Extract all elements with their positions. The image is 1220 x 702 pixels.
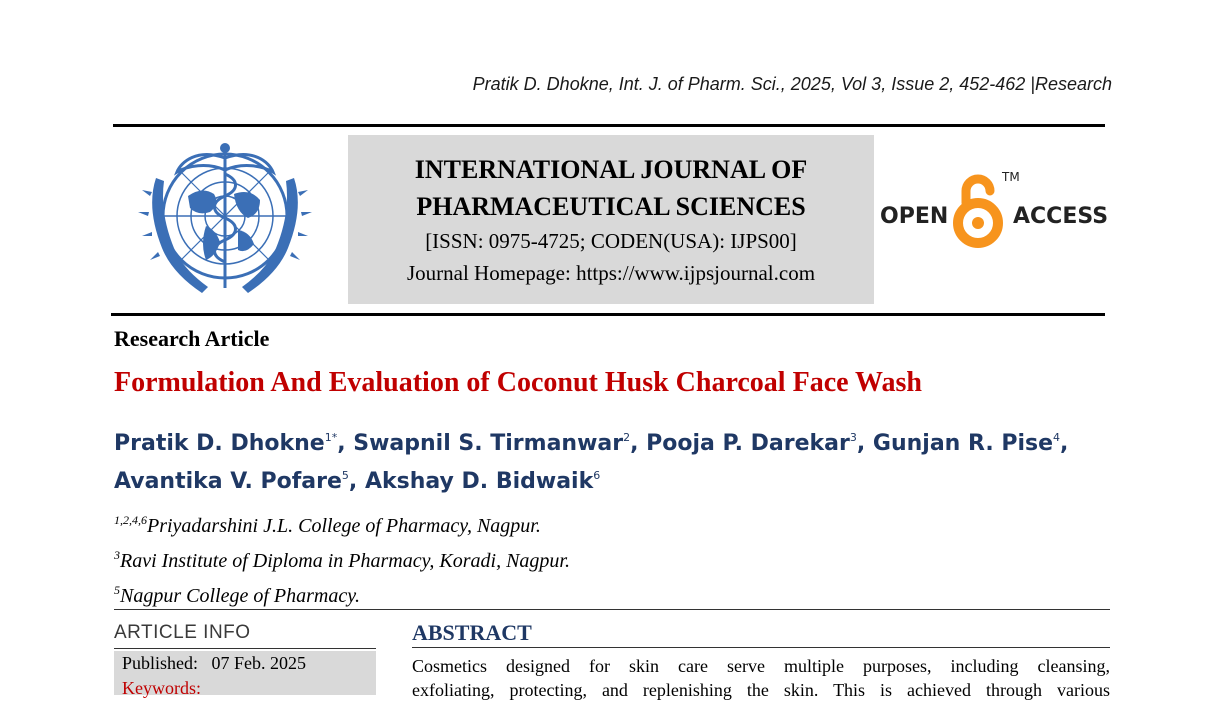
author-line-1: Pratik D. Dhokne$^{1*}$, Swapnil S. Tirmanwar$^2$, Pooja P. Darekar$^3$, Gunjan R. Pise$^4$, — [114, 431, 1069, 456]
journal-name-line1: INTERNATIONAL JOURNAL OF — [414, 155, 808, 184]
author-affiliation-mark: 5 — [341, 469, 349, 482]
masthead-bottom-divider — [111, 313, 1105, 316]
article-info-box — [114, 651, 376, 698]
section-divider — [114, 609, 1110, 610]
svg-text:ACCESS: ACCESS — [1013, 204, 1109, 229]
abstract-underline — [412, 647, 1110, 648]
author-affiliation-mark: 6 — [593, 469, 601, 482]
article-info-heading: ARTICLE INFO — [114, 622, 251, 643]
author-name: Gunjan R. Pise — [872, 431, 1054, 456]
issn-line: [ISSN: 0975-4725; CODEN(USA): IJPS00] — [425, 229, 797, 253]
author-name: Swapnil S. Tirmanwar — [353, 431, 624, 456]
author-affiliation-mark: 2 — [623, 431, 631, 444]
abstract-line: Cosmetics designed for skin care serve multiple purposes, including cleansing, — [412, 656, 1110, 676]
running-header-citation: Pratik D. Dhokne, Int. J. of Pharm. Sci., 2025, Vol 3, Issue 2, 452-462 |Research — [472, 74, 1112, 94]
abstract-heading: ABSTRACT — [412, 620, 532, 645]
affiliation-item: $^3$Ravi Institute of Diploma in Pharmacy, Koradi, Nagpur. — [114, 548, 570, 572]
author-line-2: Avantika V. Pofare$^5$, Akshay D. Bidwaik$^6$ — [114, 469, 601, 494]
journal-masthead-box — [348, 135, 874, 304]
open-lock-icon — [958, 179, 998, 243]
author-affiliation-mark: 1* — [324, 431, 338, 444]
affiliation-list — [114, 506, 570, 611]
article-type-label: Research Article — [114, 326, 270, 351]
svg-text:OPEN: OPEN — [880, 204, 949, 229]
author-affiliation-mark: 3 — [849, 431, 857, 444]
svg-text:TM: TM — [1002, 170, 1020, 184]
affiliation-item: $^{1,2,4,6}$Priyadarshini J.L. College of Pharmacy, Nagpur. — [114, 513, 541, 537]
published-date: Published: 07 Feb. 2025 — [122, 653, 307, 673]
article-info-underline — [114, 648, 376, 649]
top-divider — [113, 124, 1105, 127]
author-list — [114, 422, 1114, 498]
author-name: Pooja P. Darekar — [646, 431, 850, 456]
author-affiliation-mark: 4 — [1053, 431, 1061, 444]
affiliation-item: $^5$Nagpur College of Pharmacy. — [114, 583, 360, 607]
journal-homepage-line: Journal Homepage: https://www.ijpsjournal.com — [406, 261, 816, 285]
keywords-label: Keywords: — [122, 678, 201, 698]
author-name: Avantika V. Pofare — [114, 469, 342, 494]
journal-name-line2: PHARMACEUTICAL SCIENCES — [416, 192, 806, 221]
open-access-logo — [880, 165, 1110, 253]
author-name: Pratik D. Dhokne — [114, 431, 325, 456]
abstract-line: exfoliating, protecting, and replenishing the skin. This is achieved through various — [412, 680, 1110, 700]
author-name: Akshay D. Bidwaik — [364, 469, 594, 494]
un-emblem-caduceus-icon — [126, 138, 324, 306]
article-title: Formulation And Evaluation of Coconut Husk Charcoal Face Wash — [114, 367, 922, 398]
